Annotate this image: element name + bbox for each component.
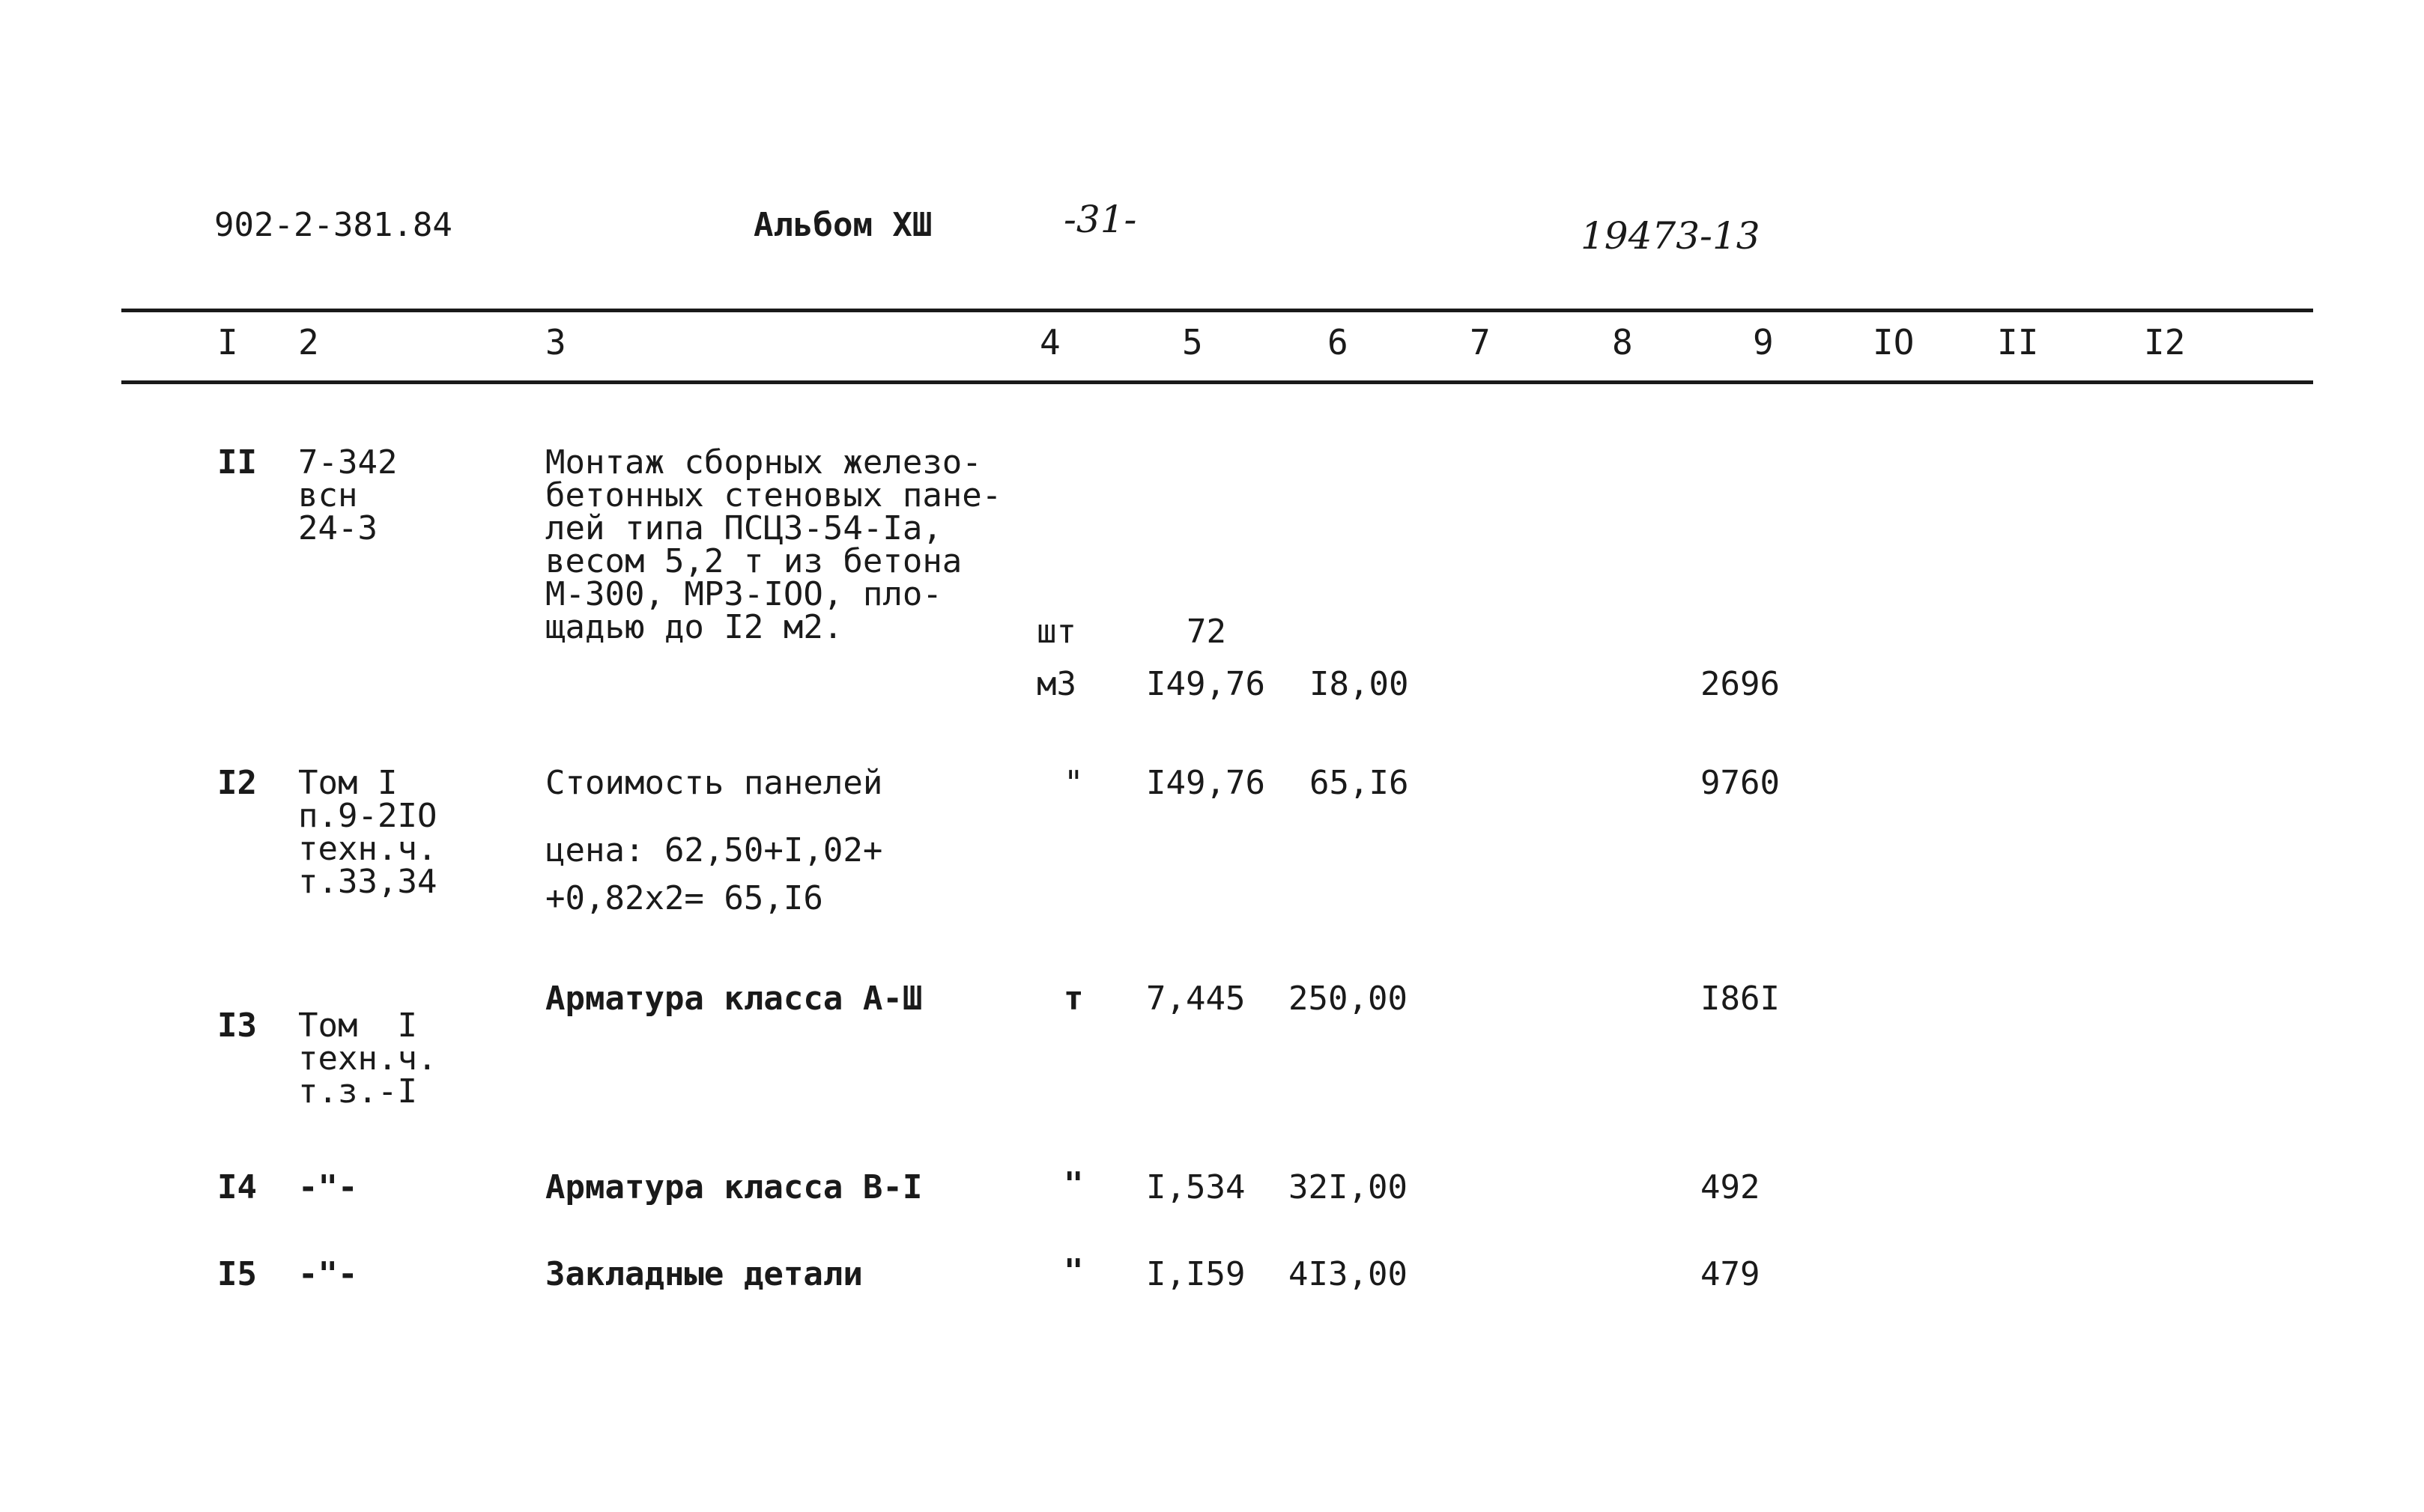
row-number: II bbox=[217, 443, 257, 482]
price-formula: +0,82х2= 65,I6 bbox=[545, 879, 823, 917]
column-header-6: 6 bbox=[1327, 322, 1348, 362]
column-header-2: 2 bbox=[298, 322, 319, 362]
row-quantity: I,I59 bbox=[1146, 1255, 1246, 1293]
column-header-12: I2 bbox=[2144, 322, 2186, 362]
row-unit: шт bbox=[1037, 613, 1076, 651]
table-top-rule bbox=[121, 309, 2313, 312]
row-description: щадью до I2 м2. bbox=[545, 608, 843, 646]
column-header-4: 4 bbox=[1040, 322, 1061, 362]
row-reference: т.33,34 bbox=[298, 863, 437, 901]
column-header-7: 7 bbox=[1470, 322, 1491, 362]
row-description: лей типа ПСЦЗ-54-Iа, bbox=[545, 509, 942, 547]
row-number: I4 bbox=[217, 1168, 257, 1206]
row-quantity: 7,445 bbox=[1146, 980, 1246, 1018]
row-description: Закладные детали bbox=[545, 1255, 863, 1293]
row-number: I3 bbox=[217, 1007, 257, 1045]
row-reference: -"- bbox=[298, 1255, 358, 1293]
row-quantity: I,534 bbox=[1146, 1168, 1246, 1206]
row-unit: " bbox=[1064, 1252, 1084, 1290]
row-total: 479 bbox=[1700, 1255, 1760, 1293]
row-description: М-300, МРЗ-IOO, пло- bbox=[545, 575, 942, 613]
row-unit: т bbox=[1064, 980, 1084, 1018]
page-number: -31- bbox=[1064, 198, 1137, 241]
row-quantity: 72 bbox=[1187, 613, 1226, 651]
row-number: I2 bbox=[217, 764, 257, 802]
row-reference: техн.ч. bbox=[298, 830, 437, 868]
row-total: I86I bbox=[1700, 980, 1780, 1018]
row-unit-secondary: м3 bbox=[1037, 665, 1076, 703]
column-header-1: I bbox=[217, 322, 238, 362]
row-total: 9760 bbox=[1700, 764, 1780, 802]
document-code: 902-2-381.84 bbox=[214, 206, 452, 244]
row-price: 32I,00 bbox=[1288, 1168, 1408, 1206]
row-reference: т.з.-I bbox=[298, 1072, 417, 1111]
price-formula: цена: 62,50+I,02+ bbox=[545, 831, 883, 869]
row-total: 2696 bbox=[1700, 665, 1780, 703]
row-unit: " bbox=[1064, 1165, 1084, 1203]
row-total: 492 bbox=[1700, 1168, 1760, 1206]
row-description: Стоимость панелей bbox=[545, 764, 883, 802]
column-header-5: 5 bbox=[1182, 322, 1203, 362]
row-reference: техн.ч. bbox=[298, 1039, 437, 1078]
row-price: 4I3,00 bbox=[1288, 1255, 1408, 1293]
row-reference: Том I bbox=[298, 764, 398, 802]
column-header-11: II bbox=[1997, 322, 2039, 362]
column-header-3: 3 bbox=[545, 322, 566, 362]
row-description: весом 5,2 т из бетона bbox=[545, 542, 963, 580]
row-reference: 7-342 bbox=[298, 443, 398, 482]
row-quantity: I49,76 bbox=[1146, 764, 1265, 802]
column-header-8: 8 bbox=[1612, 322, 1633, 362]
row-reference: Том I bbox=[298, 1007, 417, 1045]
row-number: I5 bbox=[217, 1255, 257, 1293]
column-header-9: 9 bbox=[1753, 322, 1774, 362]
row-description: бетонных стеновых пане- bbox=[545, 476, 1002, 514]
row-unit: " bbox=[1064, 764, 1084, 802]
row-reference: всн bbox=[298, 476, 358, 514]
row-quantity-secondary: I49,76 bbox=[1146, 665, 1265, 703]
table-header-bottom-rule bbox=[121, 380, 2313, 384]
row-reference: -"- bbox=[298, 1168, 358, 1206]
handwritten-reference: 19473-13 bbox=[1581, 214, 1760, 258]
row-price: 250,00 bbox=[1288, 980, 1408, 1018]
row-reference: п.9-2IO bbox=[298, 797, 437, 835]
row-description: Монтаж сборных железо- bbox=[545, 443, 982, 482]
album-label: Альбом XШ bbox=[754, 206, 933, 244]
row-description: Арматура класса А-Ш bbox=[545, 980, 923, 1018]
row-price: I8,00 bbox=[1309, 665, 1409, 703]
row-price: 65,I6 bbox=[1309, 764, 1409, 802]
row-description: Арматура класса В-I bbox=[545, 1168, 923, 1206]
row-reference: 24-3 bbox=[298, 509, 378, 547]
column-header-10: IO bbox=[1873, 322, 1915, 362]
